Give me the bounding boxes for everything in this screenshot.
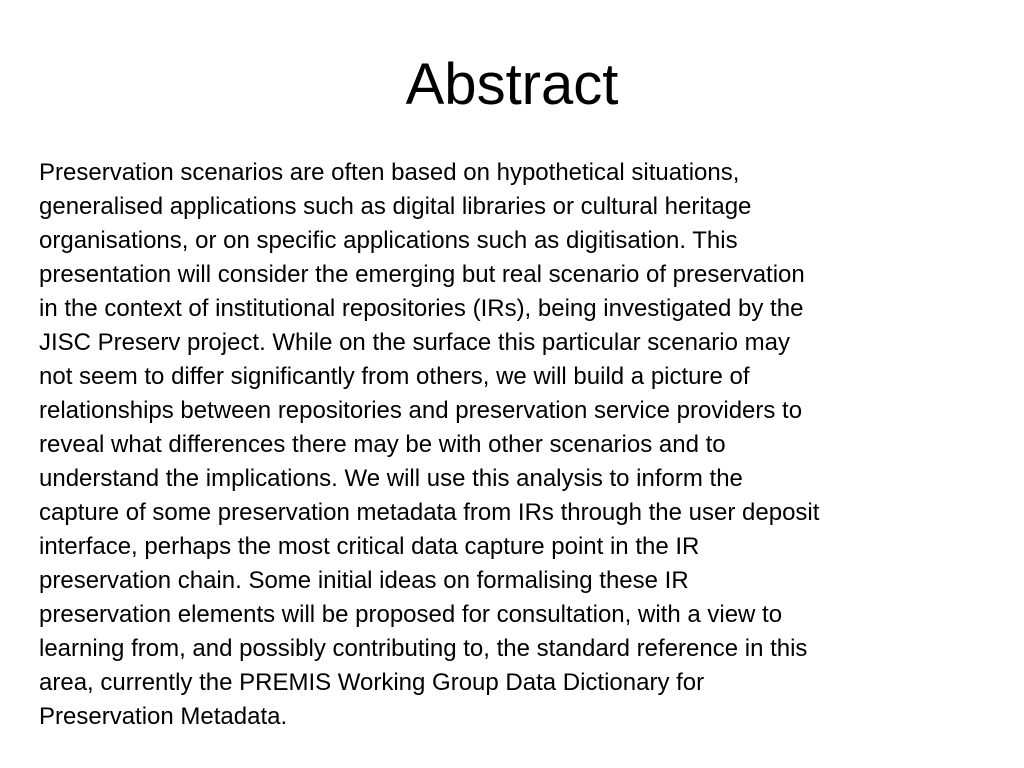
abstract-line: area, currently the PREMIS Working Group Data Dictionary for (39, 669, 705, 696)
abstract-line: preservation chain. Some initial ideas on formalising these IR (39, 567, 689, 594)
abstract-line: interface, perhaps the most critical data capture point in the IR (39, 533, 700, 560)
abstract-line: learning from, and possibly contributing to, the standard reference in this (39, 635, 808, 662)
abstract-line: in the context of institutional repositories (IRs), being investigated by the (39, 295, 804, 322)
abstract-line: capture of some preservation metadata from IRs through the user deposit (39, 499, 820, 526)
abstract-line: reveal what differences there may be with other scenarios and to (39, 431, 726, 458)
abstract-line: relationships between repositories and preservation service providers to (39, 397, 803, 424)
abstract-line: not seem to differ significantly from others, we will build a picture of (39, 363, 750, 390)
abstract-line: Preservation scenarios are often based on hypothetical situations, (39, 159, 740, 186)
abstract-line: Preservation Metadata. (39, 703, 288, 730)
slide-title: Abstract (405, 52, 619, 117)
abstract-line: generalised applications such as digital libraries or cultural heritage (39, 193, 752, 220)
abstract-line: understand the implications. We will use this analysis to inform the (39, 465, 743, 492)
abstract-line: preservation elements will be proposed for consultation, with a view to (39, 601, 783, 628)
abstract-line: organisations, or on specific applications such as digitisation. This (39, 227, 738, 254)
abstract-line: JISC Preserv project. While on the surface this particular scenario may (39, 329, 790, 356)
abstract-line: presentation will consider the emerging but real scenario of preservation (39, 261, 805, 288)
abstract-body (39, 156, 999, 734)
